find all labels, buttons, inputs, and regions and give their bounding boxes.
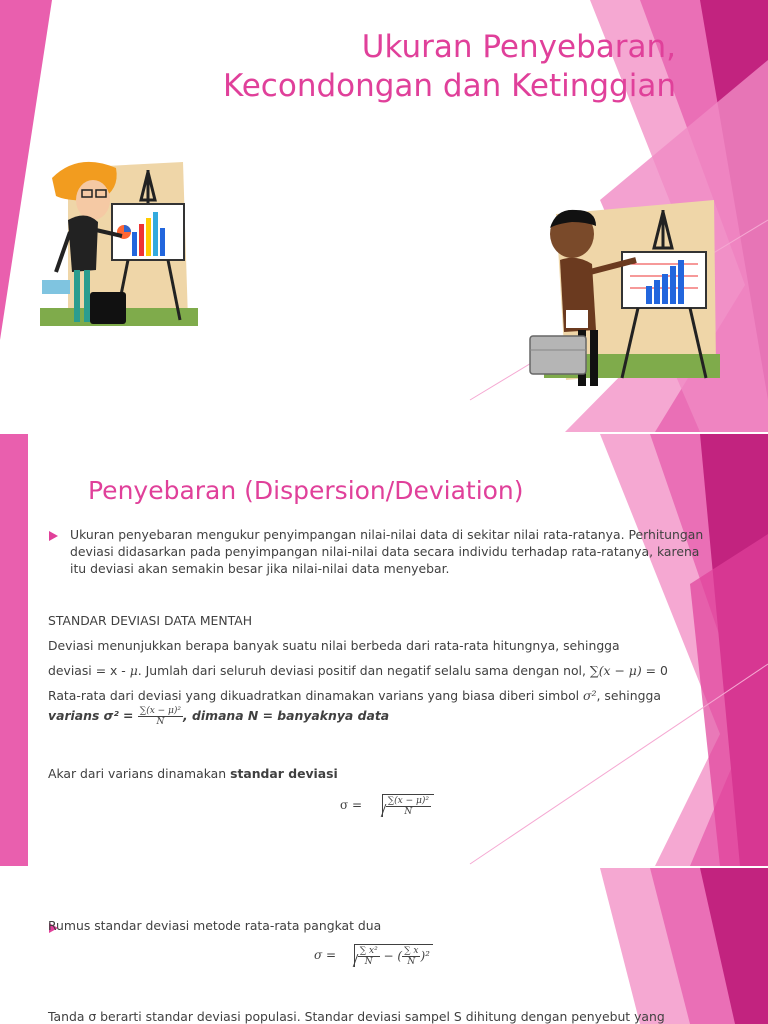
- slide-3: [0, 868, 768, 1024]
- variance-formula: varians σ² = $\frac{\text{∑(x − μ)²}}{N}$ , dimana N = banyaknya data: [48, 706, 390, 727]
- man-presenter-illustration: [526, 200, 726, 390]
- std-dev-formula: σ = $\frac{\text{∑(x − μ)²}}{N}$: [340, 794, 434, 817]
- woman-presenter-illustration: [38, 150, 200, 332]
- slide-1: [0, 0, 768, 432]
- section-heading: STANDAR DEVIASI DATA MENTAH: [48, 613, 253, 628]
- std-dev-mean-square-formula: σ = $\frac{\text{∑ x²}}{N}$ − ( $\frac{\sum x}{N}$ )²: [314, 944, 433, 967]
- slide-2: [0, 434, 768, 866]
- variance-line: Rata-rata dari deviasi yang dikuadratkan dinamakan varians yang biasa diberi simbol σ², sehingga: [48, 688, 661, 703]
- bullet-paragraph: Ukuran penyebaran mengukur penyimpangan nilai-nilai data di sekitar nilai rata-ratanya. Perhitungan deviasi didasarkan pada penyimpangan nilai-nilai data secara individu terhadap rata-ratanya, karena itu deviasi akan semakin besar jika nilai-nilai data menyebar.: [70, 527, 704, 576]
- std-dev-line: Akar dari varians dinamakan standar deviasi: [48, 766, 338, 781]
- deviation-line-1: Deviasi menunjukkan berapa banyak suatu nilai berbeda dari rata-rata hitungnya, sehingga: [48, 638, 620, 653]
- variance-fraction: $\frac{\text{∑(x − μ)²}}{N}$: [139, 706, 182, 727]
- deviation-line-2: deviasi = x - μ. Jumlah dari seluruh deviasi positif dan negatif selalu sama dengan nol, ∑(x − μ) = 0: [48, 663, 668, 678]
- slide-title: Penyebaran (Dispersion/Deviation): [88, 476, 524, 505]
- formula-intro: Rumus standar deviasi metode rata-rata pangkat dua: [48, 918, 382, 933]
- slide-title: Ukuran Penyebaran, Kecondongan dan Ketinggian: [222, 29, 676, 104]
- bullet-arrow-icon: [48, 530, 60, 542]
- population-note: Tanda σ berarti standar deviasi populasi. Standar deviasi sampel S dihitung dengan penyebut yang: [48, 1009, 665, 1024]
